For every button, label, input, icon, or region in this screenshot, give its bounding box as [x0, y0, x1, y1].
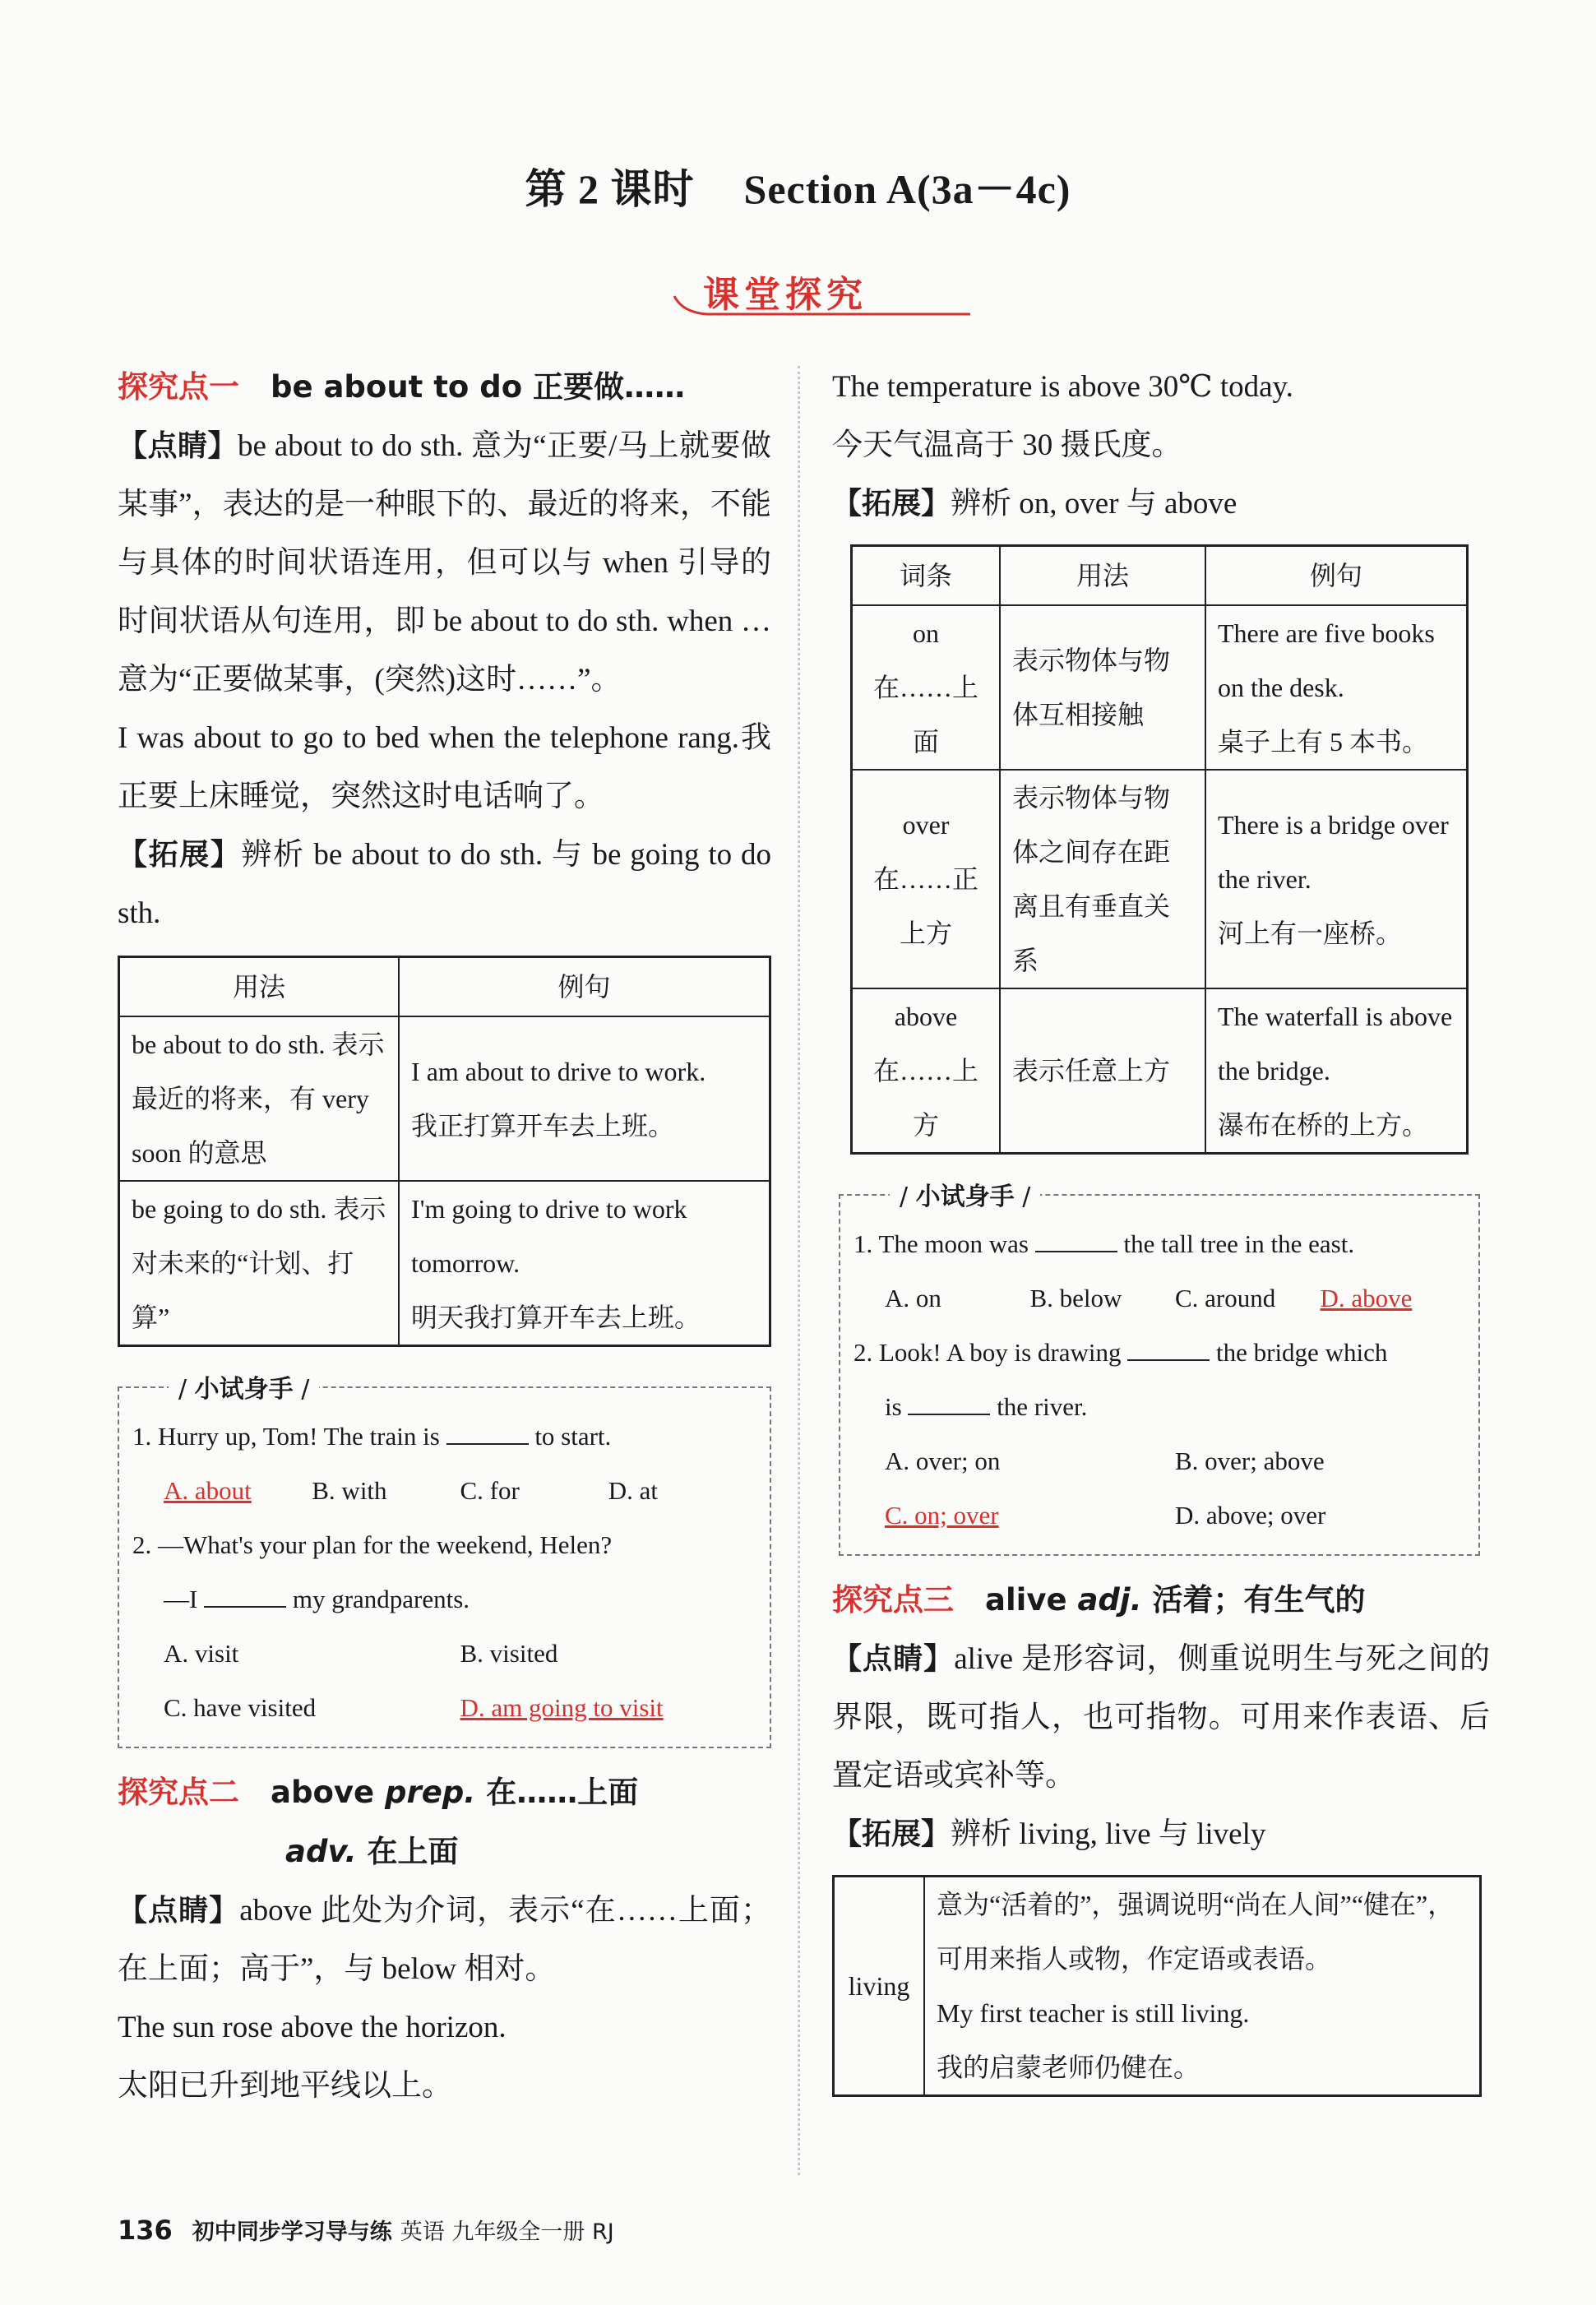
k2-pos: prep.	[384, 1775, 476, 1810]
word-zh: 在……上方	[872, 1056, 978, 1140]
tip-tag: 【点睛】	[118, 1894, 240, 1928]
usage-cell: be going to do sth. 表示对未来的“计划、打算”	[119, 1181, 400, 1346]
table-row	[852, 605, 1468, 770]
k2-heading-line2	[118, 1822, 771, 1881]
extension-tag: 【拓展】	[832, 1817, 951, 1851]
k1-extension-text: 辨析 be about to do sth. 与 be going to do sth.	[118, 838, 771, 930]
example-cell	[1205, 988, 1468, 1154]
extension-tag: 【拓展】	[118, 838, 242, 872]
usage-cell: 表示任意上方	[1000, 988, 1205, 1154]
answer-blank	[1035, 1226, 1117, 1252]
question-2: 2. —What's your plan for the weekend, Helen?	[132, 1530, 613, 1559]
k2-tip	[118, 1881, 771, 1998]
example-en: There are five books on the desk.	[1218, 618, 1435, 702]
k2-example2-en: The temperature is above 30℃ today.	[832, 370, 1293, 404]
option: C. for	[460, 1476, 520, 1505]
question-text: the tall tree in the east.	[1123, 1229, 1355, 1258]
option: C. around	[1175, 1284, 1276, 1312]
k3-word: alive	[985, 1582, 1067, 1618]
k3-tip	[832, 1630, 1490, 1805]
left-column	[118, 358, 771, 2115]
question-text: to start.	[534, 1422, 612, 1451]
question-text: —I	[164, 1585, 198, 1613]
question-2	[854, 1326, 1465, 1380]
lesson-section: Section A(3a－4c)	[743, 166, 1071, 212]
word-cell	[852, 988, 1001, 1154]
option-correct: D. am going to visit	[460, 1693, 664, 1722]
k2-heading	[118, 1763, 771, 1822]
option: B. below	[1029, 1284, 1122, 1312]
word-cell: living	[834, 1877, 925, 2096]
example-zh: 我正打算开车去上班。	[411, 1111, 675, 1141]
k3-tip-text: alive 是形容词，侧重说明生与死之间的界限，既可指人，也可指物。可用来作表语、后置定语或宾补等。	[832, 1642, 1490, 1793]
k1-practice-box	[118, 1375, 771, 1748]
k1-compare-table	[118, 956, 771, 1347]
k1-heading	[118, 358, 771, 417]
example-zh: 瀑布在桥的上方。	[1218, 1110, 1429, 1140]
k1-tip-text: be about to do sth. 意为“正要/马上就要做某事”，表达的是一种眼下的、最近的将来，不能与具体的时间状语连用，但可以与 when 引导的时间状语从句连用，即 be about to do sth. when … 意为“正要做某事，(突然)这时……”。	[118, 429, 771, 697]
k2-pos-2: adv.	[285, 1834, 357, 1869]
table-row	[834, 1877, 1481, 2096]
k2-example2-zh: 今天气温高于 30 摄氏度。	[832, 428, 1182, 462]
example-en: The waterfall is above the bridge.	[1218, 1002, 1453, 1085]
options-row	[854, 1488, 1465, 1543]
k2-example1-zh: 太阳已升到地平线以上。	[118, 2069, 452, 2103]
question-text: is	[885, 1392, 902, 1421]
table-row	[119, 1016, 770, 1181]
answer-blank	[204, 1581, 286, 1608]
k1-extension	[118, 826, 771, 942]
k2-tip-text: above 此处为介词，表示“在……上面；在上面；高于”，与 below 相对。	[118, 1894, 771, 1986]
word-description: 意为“活着的”，强调说明“尚在人间”“健在”，可用来指人或物，作定语或表语。	[937, 1890, 1455, 1974]
book-subject: 英语 九年级全一册 RJ	[400, 2219, 614, 2245]
k1-example-en: I was about to go to bed when the telephone rang.	[118, 721, 740, 755]
word-zh: 在……正上方	[872, 864, 978, 948]
k1-label: 探究点一	[118, 369, 239, 405]
answer-blank	[908, 1389, 990, 1415]
table-row	[852, 770, 1468, 988]
answer-blank	[1127, 1335, 1210, 1361]
lesson-title	[0, 156, 1596, 215]
options-row	[854, 1434, 1465, 1488]
question-1	[132, 1409, 756, 1464]
k1-example-zh: 我正要上床睡觉，突然这时电话响了。	[118, 721, 771, 813]
table-header: 例句	[1205, 546, 1468, 606]
k2-word: above	[271, 1775, 375, 1810]
options-row	[132, 1681, 756, 1735]
example-cell	[399, 1181, 770, 1346]
table-header: 用法	[119, 957, 400, 1017]
word: over	[902, 810, 950, 840]
k3-pos: adj.	[1077, 1582, 1142, 1618]
extension-tag: 【拓展】	[832, 487, 951, 521]
section-banner	[658, 262, 1020, 327]
option: C. have visited	[164, 1693, 317, 1722]
question-text: the bridge which	[1216, 1338, 1388, 1367]
table-row	[119, 1181, 770, 1346]
option: B. visited	[460, 1639, 558, 1668]
option: A. on	[885, 1284, 941, 1312]
k3-heading	[832, 1571, 1490, 1630]
book-title: 初中同步学习导与练	[192, 2219, 392, 2245]
options-row	[132, 1627, 756, 1681]
question-text: 2. Look! A boy is drawing	[854, 1338, 1122, 1367]
k3-extension-text: 辨析 living, live 与 lively	[951, 1817, 1266, 1851]
word: above	[894, 1002, 958, 1031]
example-cell	[1205, 770, 1468, 988]
option: D. at	[608, 1476, 659, 1505]
table-row	[852, 988, 1468, 1154]
page-footer	[118, 2214, 614, 2246]
word-cell	[852, 770, 1001, 988]
k2-practice-box	[839, 1183, 1480, 1556]
k1-tip	[118, 417, 771, 709]
option: B. over; above	[1175, 1446, 1325, 1475]
k2-meaning: 在……上面	[486, 1775, 639, 1810]
usage-cell: 表示物体与物体之间存在距离且有垂直关系	[1000, 770, 1205, 988]
k3-extension	[832, 1805, 1490, 1863]
tip-tag: 【点睛】	[118, 429, 238, 463]
k3-compare-table	[832, 1875, 1482, 2097]
example-en: My first teacher is still living.	[937, 1998, 1250, 2028]
k2-meaning-2: 在上面	[367, 1834, 459, 1869]
word-zh: 在……上面	[872, 673, 978, 757]
option: A. visit	[164, 1639, 239, 1668]
k2-extension	[832, 474, 1490, 533]
example-zh: 桌子上有 5 本书。	[1218, 727, 1429, 757]
k2-extension-text: 辨析 on, over 与 above	[951, 487, 1237, 521]
option: D. above; over	[1175, 1501, 1326, 1530]
k1-title: be about to do 正要做……	[271, 369, 686, 405]
page-number: 136	[118, 2215, 173, 2246]
k3-meaning: 活着；有生气的	[1152, 1582, 1366, 1618]
option-correct: C. on; over	[885, 1501, 999, 1530]
option: B. with	[312, 1476, 387, 1505]
question-text: my grandparents.	[292, 1585, 470, 1613]
table-header: 用法	[1000, 546, 1205, 606]
tip-tag: 【点睛】	[832, 1642, 955, 1676]
options-row	[132, 1464, 756, 1518]
question-text: 1. Hurry up, Tom! The train is	[132, 1422, 440, 1451]
example-cell	[1205, 605, 1468, 770]
example-zh: 河上有一座桥。	[1218, 919, 1403, 948]
table-header: 词条	[852, 546, 1001, 606]
description-cell	[924, 1877, 1481, 2096]
column-divider	[798, 366, 800, 2175]
right-column	[832, 358, 1490, 2097]
option: A. over; on	[885, 1446, 1001, 1475]
example-en: There is a bridge over the river.	[1218, 810, 1449, 894]
answer-blank	[446, 1419, 529, 1445]
word-cell	[852, 605, 1001, 770]
question-1	[854, 1217, 1465, 1271]
k1-example	[118, 709, 771, 826]
options-row	[854, 1271, 1465, 1326]
practice-label: / 小试身手 /	[169, 1368, 319, 1405]
table-header: 例句	[399, 957, 770, 1017]
example-cell	[399, 1016, 770, 1181]
question-2-line2	[132, 1572, 756, 1627]
k2-label: 探究点二	[118, 1775, 239, 1810]
question-2-line2	[854, 1380, 1465, 1434]
example-zh: 我的启蒙老师仍健在。	[937, 2053, 1200, 2082]
question-text: the river.	[997, 1392, 1088, 1421]
k2-example1-en: The sun rose above the horizon.	[118, 2011, 507, 2044]
example-en: I'm going to drive to work tomorrow.	[411, 1194, 687, 1278]
example-zh: 明天我打算开车去上班。	[411, 1303, 701, 1332]
usage-cell: 表示物体与物体互相接触	[1000, 605, 1205, 770]
practice-label: / 小试身手 /	[890, 1176, 1040, 1212]
k2-compare-table	[850, 544, 1469, 1155]
question-text: 1. The moon was	[854, 1229, 1029, 1258]
example-en: I am about to drive to work.	[411, 1057, 706, 1086]
option-correct: A. about	[164, 1476, 252, 1505]
k3-label: 探究点三	[832, 1582, 954, 1618]
lesson-number: 第 2 课时	[525, 166, 695, 212]
option-correct: D. above	[1320, 1284, 1413, 1312]
usage-cell: be about to do sth. 表示最近的将来，有 very soon 的意思	[119, 1016, 400, 1181]
word: on	[913, 618, 939, 648]
banner-title: 课堂探究	[703, 274, 867, 316]
